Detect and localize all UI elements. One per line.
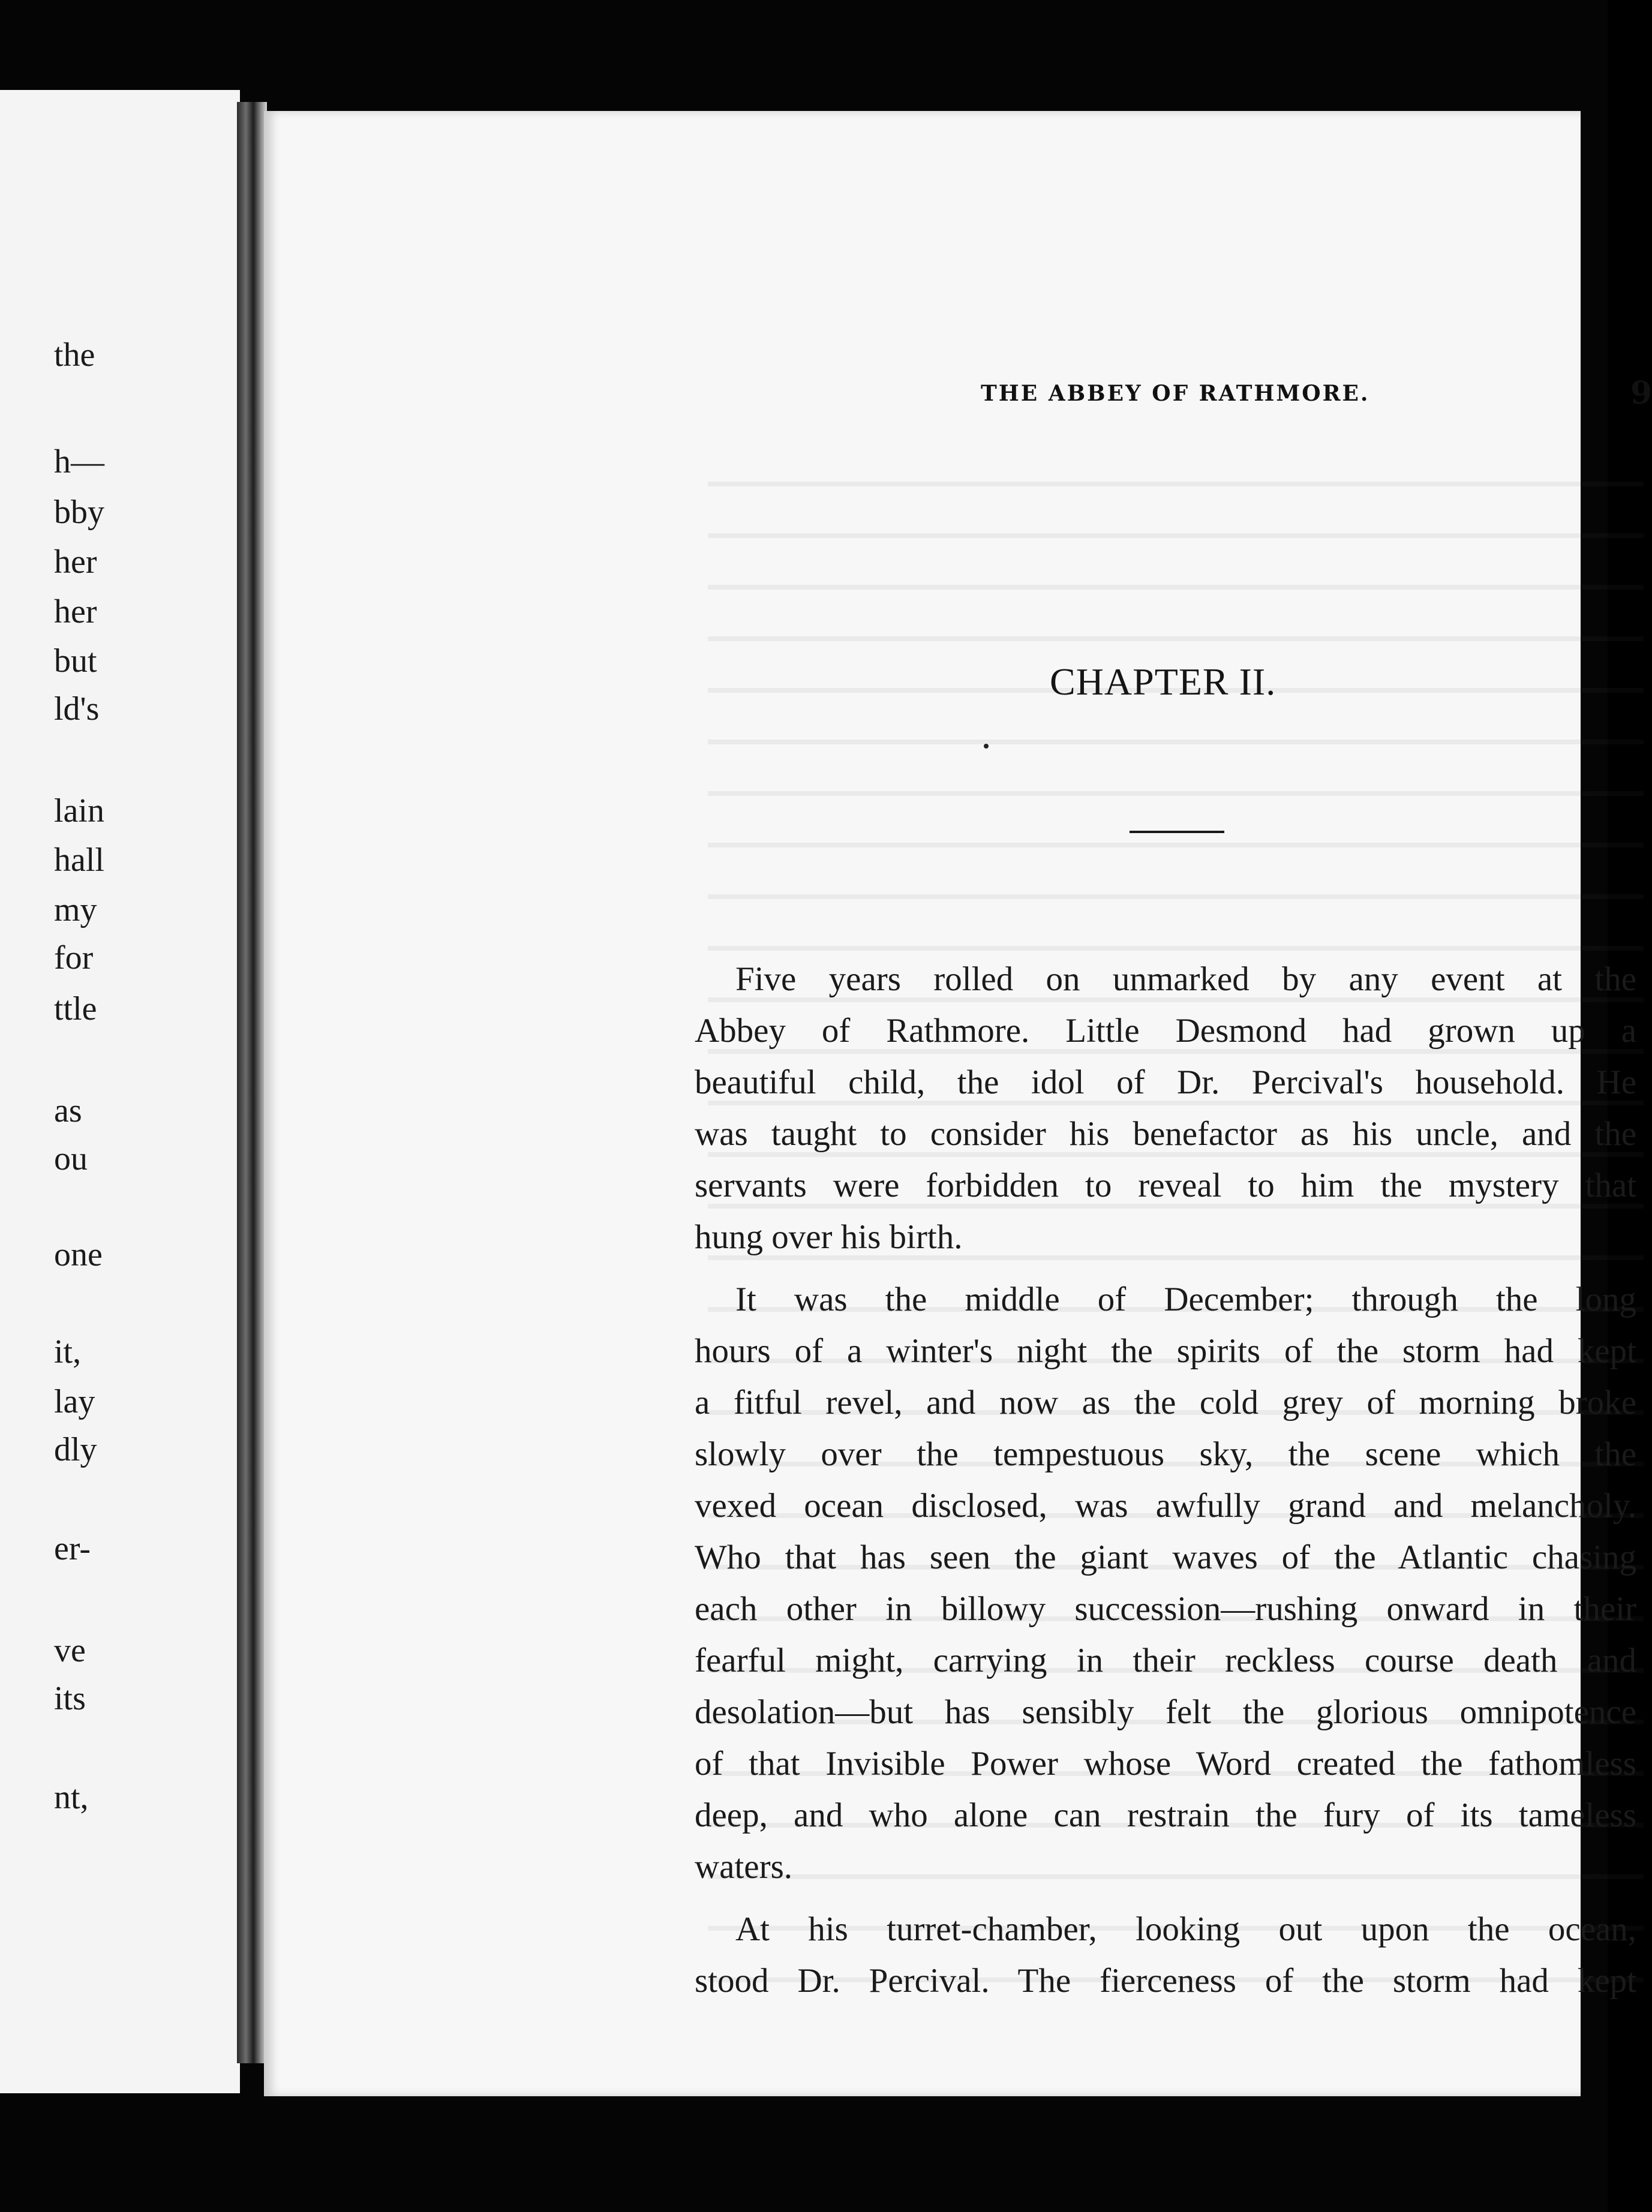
current-page — [264, 111, 1652, 2096]
text-line: waters. — [695, 1848, 793, 1886]
text-line: each other in billowy succession—rushing onward in their — [695, 1590, 1636, 1628]
page-header — [264, 375, 1652, 417]
line-fragment: h— — [54, 443, 104, 480]
text-line: hung over his birth. — [695, 1218, 963, 1256]
line-fragment: its — [54, 1680, 86, 1717]
text-line: servants were forbidden to reveal to him the mystery that — [695, 1167, 1636, 1204]
text-line: deep, and who alone can restrain the fury of its tameless — [695, 1796, 1636, 1834]
line-fragment: the — [54, 336, 95, 374]
line-fragment: hall — [54, 841, 104, 879]
text-line: Five years rolled on unmarked by any event at the — [735, 960, 1636, 998]
text-line: a fitful revel, and now as the cold grey of morning broke — [695, 1384, 1636, 1421]
line-fragment: nt, — [54, 1779, 89, 1816]
line-fragment: her — [54, 543, 97, 581]
line-fragment: ve — [54, 1632, 86, 1669]
line-fragment: ld's — [54, 690, 100, 728]
text-line: was taught to consider his benefactor as his uncle, and the — [695, 1115, 1636, 1153]
line-fragment: as — [54, 1092, 82, 1129]
line-fragment: ttle — [54, 990, 97, 1027]
book-spine-gutter — [237, 102, 267, 2063]
text-line: beautiful child, the idol of Dr. Percival's household. He — [695, 1063, 1636, 1101]
line-fragment: er- — [54, 1530, 91, 1567]
chapter-rule — [1130, 831, 1224, 833]
previous-page-text — [0, 90, 240, 2093]
previous-page — [0, 90, 240, 2093]
line-fragment: lay — [54, 1383, 95, 1420]
text-line: slowly over the tempestuous sky, the scene which the — [695, 1435, 1636, 1473]
ink-speck — [984, 744, 989, 749]
line-fragment: it, — [54, 1333, 82, 1371]
text-line: hours of a winter's night the spirits of the storm had kept — [695, 1332, 1636, 1370]
text-line: Abbey of Rathmore. Little Desmond had grown up a — [695, 1012, 1636, 1050]
line-fragment: bby — [54, 494, 104, 531]
page-number: 9 — [1630, 375, 1652, 411]
running-head: THE ABBEY OF RATHMORE. — [981, 381, 1370, 406]
text-line: stood Dr. Percival. The fierceness of the storm had kept — [695, 1962, 1636, 2000]
chapter-title: CHAPTER II. — [1050, 660, 1276, 703]
line-fragment: for — [54, 939, 94, 976]
line-fragment: ou — [54, 1140, 88, 1177]
text-line: desolation—but has sensibly felt the glorious omnipotence — [695, 1693, 1636, 1731]
line-fragment: lain — [54, 792, 104, 830]
text-line: fearful might, carrying in their reckless course death and — [695, 1642, 1636, 1679]
text-line: vexed ocean disclosed, was awfully grand and melancholy. — [695, 1487, 1636, 1525]
chapter-body — [695, 954, 1636, 2007]
line-fragment: one — [54, 1236, 103, 1273]
text-line: It was the middle of December; through the long — [735, 1281, 1636, 1318]
text-line: of that Invisible Power whose Word created the fathomless — [695, 1745, 1636, 1783]
line-fragment: but — [54, 642, 97, 680]
line-fragment: her — [54, 593, 97, 630]
line-fragment: dly — [54, 1431, 97, 1468]
line-fragment: my — [54, 891, 97, 928]
text-line: Who that has seen the giant waves of the Atlantic chasing — [695, 1538, 1636, 1576]
text-line: At his turret-chamber, looking out upon the ocean, — [735, 1910, 1636, 1948]
